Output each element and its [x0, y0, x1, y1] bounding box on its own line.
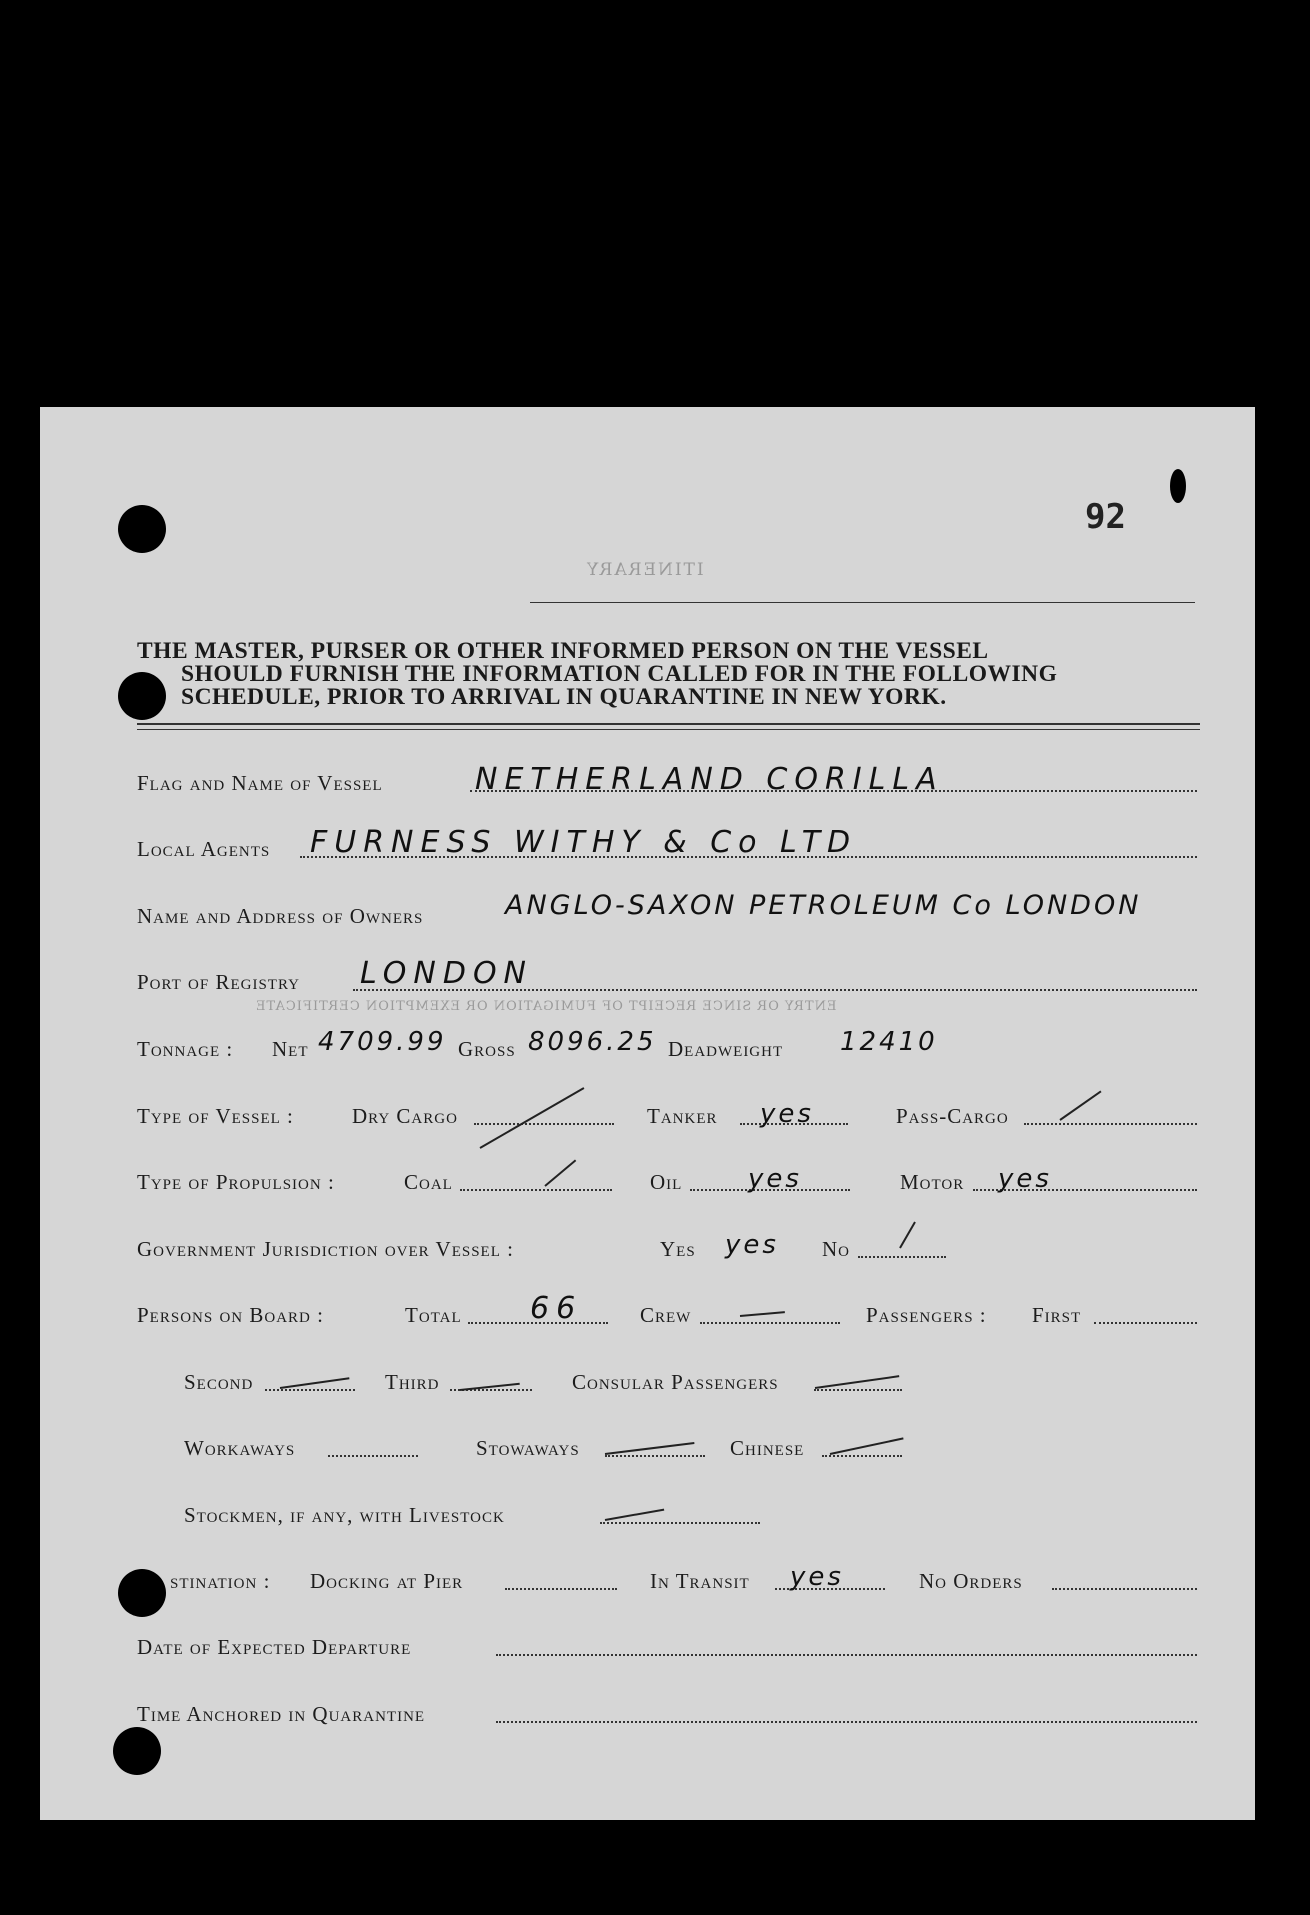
label-no: No — [822, 1237, 850, 1261]
gross-tonnage-entry: 8096.25 — [528, 1027, 657, 1057]
deadweight-entry: 12410 — [840, 1027, 938, 1057]
label-pass-cargo: Pass-Cargo — [896, 1104, 1009, 1128]
label-port-registry: Port of Registry — [137, 970, 300, 994]
label-in-transit: In Transit — [650, 1569, 750, 1593]
label-local-agents: Local Agents — [137, 837, 271, 861]
divider — [137, 723, 1200, 725]
heading-line-2: SHOULD FURNISH THE INFORMATION CALLED FOR IN THE FOLLOWING — [181, 661, 1058, 687]
label-time-anchored: Time Anchored in Quarantine — [137, 1702, 426, 1726]
quarantine-form-page — [40, 407, 1255, 1820]
label-type-propulsion: Type of Propulsion : — [137, 1170, 335, 1194]
label-stockmen: Stockmen, if any, with Livestock — [184, 1503, 505, 1527]
page-number: 92 — [1085, 497, 1126, 537]
label-net: Net — [272, 1037, 309, 1061]
dotted-line — [1094, 1322, 1197, 1324]
oil-entry: yes — [748, 1164, 802, 1194]
label-owners: Name and Address of Owners — [137, 904, 424, 928]
dotted-line — [496, 1721, 1197, 1723]
dotted-line — [505, 1588, 617, 1590]
label-persons-on-board: Persons on Board : — [137, 1303, 324, 1327]
in-transit-entry: yes — [790, 1562, 844, 1592]
dotted-line — [474, 1123, 614, 1125]
label-departure: Date of Expected Departure — [137, 1635, 412, 1659]
dotted-line — [700, 1322, 840, 1324]
dash-mark — [830, 1437, 904, 1455]
heading-line-1: THE MASTER, PURSER OR OTHER INFORMED PERSON ON THE VESSEL — [137, 638, 989, 664]
faint-stamp: ITINERARY — [585, 560, 704, 580]
label-chinese: Chinese — [730, 1436, 805, 1460]
dash-mark — [815, 1375, 899, 1389]
label-passengers: Passengers : — [866, 1303, 987, 1327]
dotted-line — [496, 1654, 1197, 1656]
label-no-orders: No Orders — [919, 1569, 1023, 1593]
owners-entry: ANGLO-SAXON PETROLEUM Co LONDON — [505, 890, 1142, 921]
label-consular: Consular Passengers — [572, 1370, 779, 1394]
divider — [530, 602, 1195, 603]
instructions-heading — [137, 640, 1217, 709]
dash-mark — [740, 1311, 785, 1317]
dotted-line — [814, 1389, 902, 1391]
label-crew: Crew — [640, 1303, 692, 1327]
dotted-line — [822, 1455, 902, 1457]
label-dry-cargo: Dry Cargo — [352, 1104, 458, 1128]
label-second: Second — [184, 1370, 254, 1394]
label-deadweight: Deadweight — [668, 1037, 784, 1061]
label-type-vessel: Type of Vessel : — [137, 1104, 294, 1128]
dotted-line — [328, 1455, 418, 1457]
label-total: Total — [405, 1303, 462, 1327]
punch-hole — [118, 1569, 166, 1617]
dash-mark — [899, 1222, 916, 1249]
label-gross: Gross — [458, 1037, 516, 1061]
dotted-line — [858, 1256, 946, 1258]
label-workaways: Workaways — [184, 1436, 296, 1460]
tanker-entry: yes — [760, 1099, 814, 1129]
dotted-line — [605, 1455, 705, 1457]
dotted-line — [1052, 1588, 1197, 1590]
label-yes: Yes — [660, 1237, 696, 1261]
punch-hole — [118, 505, 166, 553]
dash-mark — [280, 1377, 350, 1389]
gov-yes-entry: yes — [725, 1230, 779, 1260]
dash-mark — [480, 1087, 585, 1149]
vessel-name-entry: NETHERLAND CORILLA — [475, 762, 944, 797]
label-tanker: Tanker — [647, 1104, 718, 1128]
divider — [137, 729, 1200, 730]
port-registry-entry: LONDON — [360, 956, 534, 991]
label-motor: Motor — [900, 1170, 965, 1194]
dash-mark — [544, 1160, 576, 1187]
label-stowaways: Stowaways — [476, 1436, 580, 1460]
motor-entry: yes — [998, 1164, 1052, 1194]
punch-hole — [113, 1727, 161, 1775]
faint-bleed-text: ENTRY OR SINCE RECEIPT OF FUMIGATION OR EXEMPTION CERTIFICATE — [255, 999, 837, 1014]
heading-line-3: SCHEDULE, PRIOR TO ARRIVAL IN QUARANTINE IN NEW YORK. — [181, 684, 947, 710]
dotted-line — [1024, 1123, 1197, 1125]
label-destination: stination : — [170, 1569, 271, 1593]
label-docking: Docking at Pier — [310, 1569, 464, 1593]
label-oil: Oil — [650, 1170, 683, 1194]
label-third: Third — [385, 1370, 440, 1394]
local-agents-entry: FURNESS WITHY & Co LTD — [310, 825, 858, 860]
dotted-line — [600, 1522, 760, 1524]
label-coal: Coal — [404, 1170, 453, 1194]
label-first: First — [1032, 1303, 1082, 1327]
net-tonnage-entry: 4709.99 — [318, 1027, 447, 1057]
label-tonnage: Tonnage : — [137, 1037, 234, 1061]
dotted-line — [460, 1189, 612, 1191]
dash-mark — [605, 1509, 664, 1521]
dash-mark — [1059, 1091, 1101, 1121]
total-persons-entry: 66 — [530, 1291, 583, 1326]
dotted-line — [265, 1389, 355, 1391]
label-flag-name: Flag and Name of Vessel — [137, 771, 383, 795]
punch-hole — [1170, 469, 1186, 503]
dash-mark — [605, 1442, 695, 1455]
label-gov-jurisdiction: Government Jurisdiction over Vessel : — [137, 1237, 514, 1261]
